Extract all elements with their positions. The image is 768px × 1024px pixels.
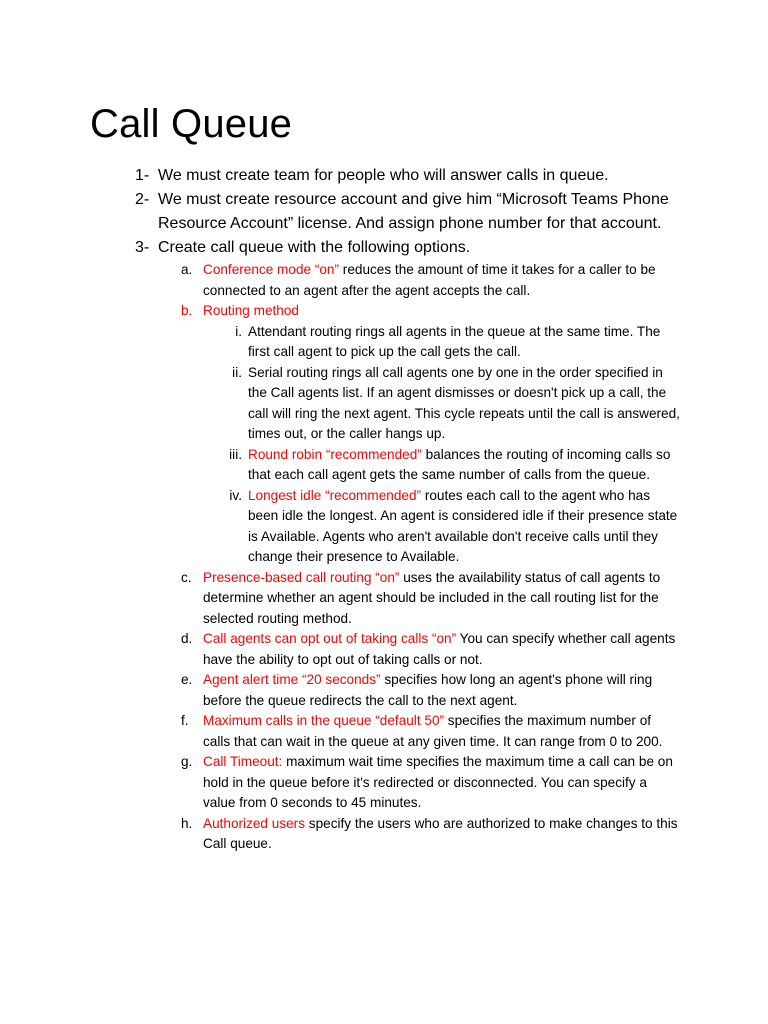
routing-method-description: Serial routing rings all call agents one by one in the order specified in the Call agents list. If an agent dismisses or doesn't pick up a call, the call will ring the next agent. This cycle repeats until the call is answered, times out, or the caller hangs up. bbox=[248, 364, 680, 441]
routing-method-item bbox=[0, 445, 680, 486]
routing-method-description: balances the routing of incoming calls so that each call agent gets the same number of calls from the queue. bbox=[248, 446, 671, 482]
option-letter: b. bbox=[181, 303, 193, 318]
steps-list bbox=[0, 164, 768, 855]
routing-method-number: iii. bbox=[229, 446, 242, 462]
routing-method-highlight: Longest idle “recommended” bbox=[248, 487, 422, 503]
option-highlight: Authorized users bbox=[203, 815, 306, 831]
option-highlight: Agent alert time “20 seconds” bbox=[203, 672, 381, 687]
step-number: 2- bbox=[135, 191, 150, 208]
option-letter: f. bbox=[181, 713, 189, 728]
step-text: Create call queue with the following options. bbox=[158, 239, 471, 256]
option-item bbox=[0, 670, 679, 711]
routing-method-item bbox=[0, 322, 680, 363]
option-highlight: Conference mode “on” bbox=[203, 262, 340, 277]
option-item bbox=[0, 711, 679, 752]
page-title: Call Queue bbox=[90, 102, 293, 146]
option-description: uses the availability status of call agents to determine whether an agent should be included in the call routing list for the selected routing method. bbox=[203, 569, 661, 626]
option-description: reduces the amount of time it takes for a caller to be connected to an agent after the agent accepts the call. bbox=[203, 262, 656, 298]
step-item bbox=[0, 164, 678, 188]
routing-method-number: iv. bbox=[229, 487, 242, 503]
routing-methods-list bbox=[203, 322, 679, 568]
step-text: We must create resource account and give him “Microsoft Teams Phone Resource Account” license. And assign phone number for that account. bbox=[158, 191, 669, 232]
option-item bbox=[0, 568, 679, 630]
option-highlight: Call agents can opt out of taking calls “on” bbox=[203, 631, 457, 646]
option-letter: g. bbox=[181, 754, 193, 769]
step-number: 3- bbox=[135, 239, 150, 256]
step-item bbox=[0, 236, 678, 855]
option-highlight: Routing method bbox=[203, 303, 299, 318]
option-letter: d. bbox=[181, 631, 193, 646]
routing-method-highlight: Round robin “recommended” bbox=[248, 446, 422, 462]
routing-method-item bbox=[0, 486, 680, 568]
option-description: specify the users who are authorized to make changes to this Call queue. bbox=[203, 815, 678, 851]
option-letter: h. bbox=[181, 815, 193, 831]
step-item bbox=[0, 188, 678, 236]
option-highlight: Presence-based call routing “on” bbox=[203, 569, 400, 585]
option-letter: c. bbox=[181, 569, 192, 585]
option-highlight: Maximum calls in the queue “default 50” bbox=[203, 713, 445, 728]
option-description: specifies how long an agent's phone will ring before the queue redirects the call to the next agent. bbox=[203, 672, 653, 708]
option-description: maximum wait time specifies the maximum time a call can be on hold in the queue before it's redirected or disconnected. You can specify a value from 0 seconds to 45 minutes. bbox=[203, 754, 673, 810]
option-highlight: Call Timeout: bbox=[203, 754, 283, 769]
option-item bbox=[0, 301, 679, 568]
step-number: 1- bbox=[135, 167, 150, 184]
option-item bbox=[0, 814, 679, 855]
option-description: You can specify whether call agents have the ability to opt out of taking calls or not. bbox=[203, 631, 676, 667]
option-item bbox=[0, 260, 679, 301]
option-item bbox=[0, 629, 679, 670]
routing-method-number: ii. bbox=[232, 364, 242, 380]
option-description: specifies the maximum number of calls that can wait in the queue at any given time. It can range from 0 to 200. bbox=[203, 713, 663, 749]
options-list bbox=[158, 260, 678, 855]
routing-method-number: i. bbox=[235, 323, 242, 339]
routing-method-item bbox=[0, 363, 680, 445]
routing-method-description: Attendant routing rings all agents in the queue at the same time. The first call agent to pick up the call gets the call. bbox=[248, 323, 661, 359]
option-letter: e. bbox=[181, 672, 193, 687]
option-letter: a. bbox=[181, 262, 193, 277]
option-item bbox=[0, 752, 679, 814]
routing-method-description: routes each call to the agent who has been idle the longest. An agent is considered idle if their presence state is Available. Agents who aren't available don't receive calls until they change their presence to Available. bbox=[248, 487, 678, 564]
step-text: We must create team for people who will answer calls in queue. bbox=[158, 167, 609, 184]
